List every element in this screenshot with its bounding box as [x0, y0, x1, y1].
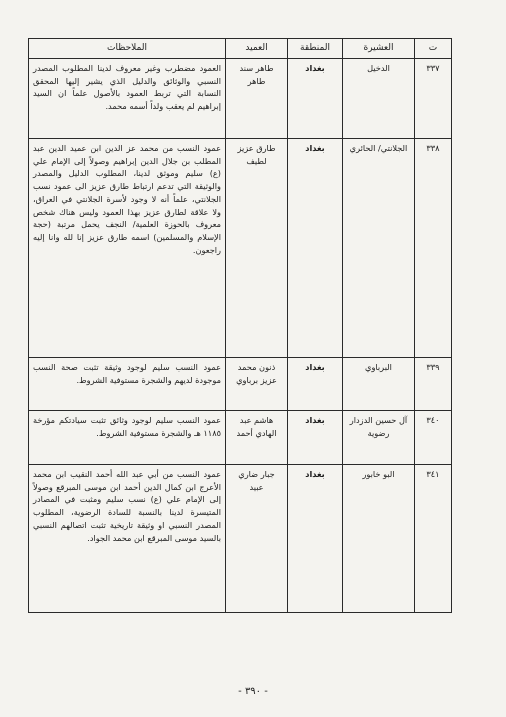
notes: العمود مضطرب وغير معروف لدينا المطلوب المصدر النسبي والوثائق والدليل الذي يشير إليها المحقق النسابة التي تربط العمود بالأصول علماً ان السيد إبراهيم لم يعقب ولداً أسمه محمد. — [29, 59, 226, 139]
region: بغداد — [288, 358, 343, 411]
row-number: ٣٣٨ — [415, 139, 452, 358]
lineage-registry-table — [28, 38, 452, 613]
header-notes: الملاحظات — [29, 39, 226, 59]
region: بغداد — [288, 139, 343, 358]
row-number: ٣٣٧ — [415, 59, 452, 139]
row-number: ٣٤٠ — [415, 411, 452, 465]
header-clan: العشيرة — [343, 39, 415, 59]
dean-name: هاشم عبد الهادي أحمد — [226, 411, 288, 465]
page-number: - ٣٩٠ - — [238, 686, 268, 697]
region: بغداد — [288, 411, 343, 465]
notes: عمود النسب سليم لوجود وثيقة تثبت صحة النسب موجودة لديهم والشجرة مستوفية الشروط. — [29, 358, 226, 411]
table-header-row — [29, 39, 452, 59]
clan-name: آل حسين الدزدار رضوية — [343, 411, 415, 465]
table-row — [29, 465, 452, 613]
table-row — [29, 411, 452, 465]
row-number: ٣٣٩ — [415, 358, 452, 411]
header-dean: العميد — [226, 39, 288, 59]
notes: عمود النسب من محمد عز الدين ابن عميد الدين عبد المطلب بن جلال الدين إبراهيم وصولاً إلى الإمام علي (ع) سليم وموثق لدينا، المطلوب الدليل والمصدر والوثيقة التي تدعم ارتباط طارق عزيز الى عمود نسب الجلانتي، علماً أنه لا وجود لأسرة الجلانتي في العراق، ولا علاقة لطارق عزيز بهذا العمود وليس هناك شخص معروف بالحوزة العلمية/ النجف يحمل مرتبة (حجة الإسلام والمسلمين) اسمه طارق عزيز إنا لله وانا إليه راجعون. — [29, 139, 226, 358]
header-region: المنطقة — [288, 39, 343, 59]
table-row — [29, 358, 452, 411]
dean-name: ذنون محمد عزيز برباوي — [226, 358, 288, 411]
table-row — [29, 139, 452, 358]
region: بغداد — [288, 465, 343, 613]
clan-name: البو خابور — [343, 465, 415, 613]
header-number: ت — [415, 39, 452, 59]
clan-name: الدخيل — [343, 59, 415, 139]
notes: عمود النسب سليم لوجود وثائق تثبت سيادتكم مؤرخة ١١٨٥ هـ والشجرة مستوفية الشروط. — [29, 411, 226, 465]
clan-name: الجلانتي/ الحائري — [343, 139, 415, 358]
notes: عمود النسب من أبي عبد الله أحمد النقيب ابن محمد الأعرج ابن كمال الدين أحمد ابن موسى المبرقع وصولاً إلى الإمام علي (ع) نسب سليم ومثبت في المصادر المتيسرة لدينا بالنسبة للسادة الرضوية، المطلوب المصدر النسبي او وثيقة تاريخية تثبت اتصالهم النسبي بالسيد موسى المبرقع ابن محمد الجواد. — [29, 465, 226, 613]
dean-name: طاهر سند طاهر — [226, 59, 288, 139]
table-row — [29, 59, 452, 139]
clan-name: البرباوي — [343, 358, 415, 411]
dean-name: جبار ضاري عبيد — [226, 465, 288, 613]
row-number: ٣٤١ — [415, 465, 452, 613]
dean-name: طارق عزيز لطيف — [226, 139, 288, 358]
region: بغداد — [288, 59, 343, 139]
